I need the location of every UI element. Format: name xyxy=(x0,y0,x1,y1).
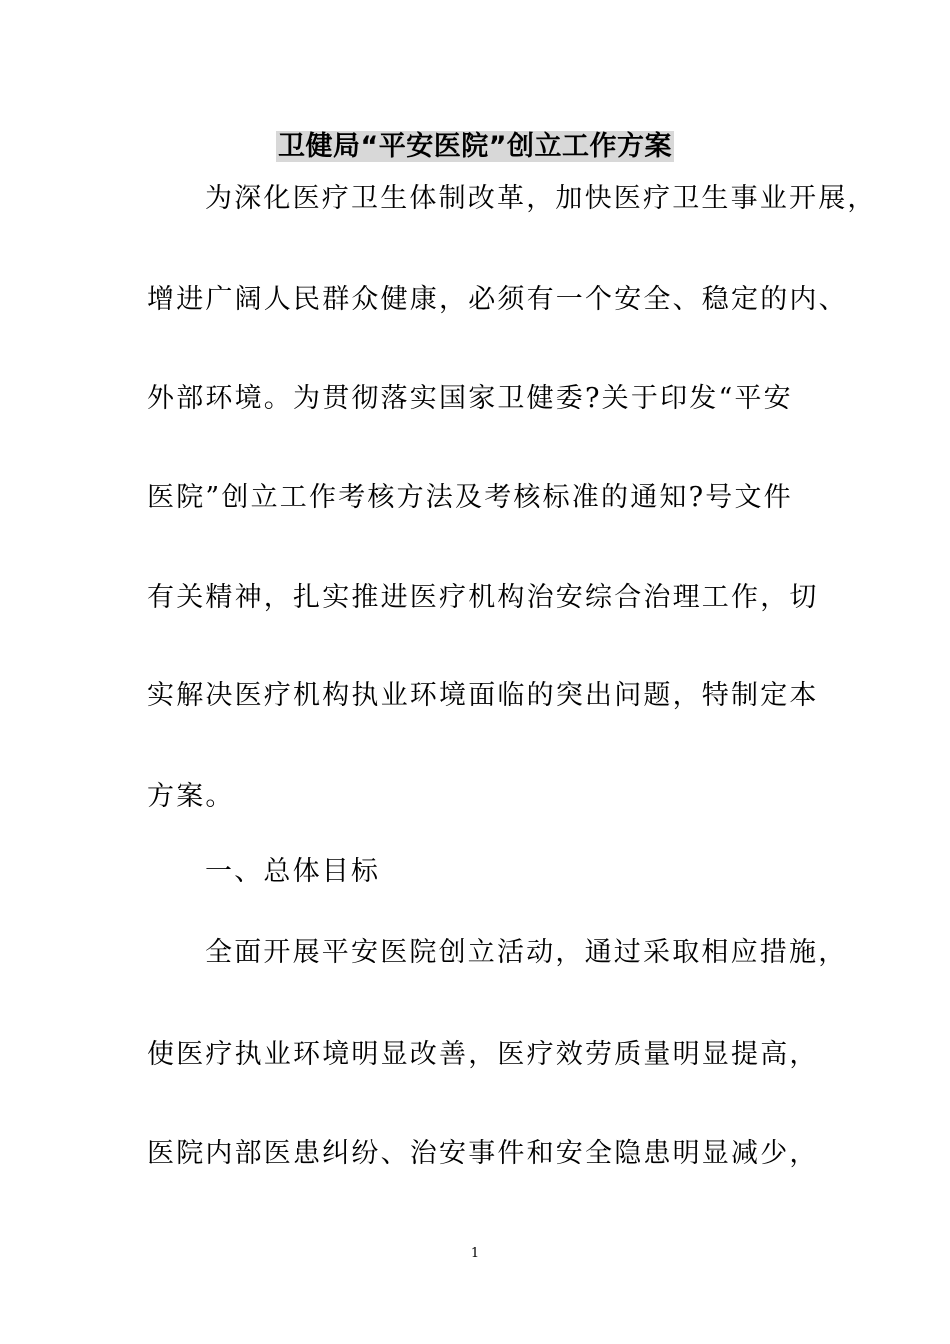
paragraph-line: 医院内部医患纠纷、治安事件和安全隐患明显减少， xyxy=(147,1138,819,1169)
section-heading: 一、总体目标 xyxy=(205,856,381,887)
paragraph-line: 医院”创立工作考核方法及考核标准的通知?号文件 xyxy=(147,482,793,513)
paragraph-line: 实解决医疗机构执业环境面临的突出问题，特制定本 xyxy=(147,680,819,711)
paragraph-line: 有关精神，扎实推进医疗机构治安综合治理工作，切 xyxy=(147,582,819,613)
paragraph-line: 方案。 xyxy=(147,781,235,812)
paragraph-line: 为深化医疗卫生体制改革，加快医疗卫生事业开展， xyxy=(205,183,877,214)
paragraph-line: 外部环境。为贯彻落实国家卫健委?关于印发“平安 xyxy=(147,383,793,414)
paragraph-line: 全面开展平安医院创立活动，通过采取相应措施， xyxy=(205,937,848,968)
paragraph-line: 增进广阔人民群众健康，必须有一个安全、稳定的内、 xyxy=(147,284,848,315)
paragraph-line: 使医疗执业环境明显改善，医疗效劳质量明显提高， xyxy=(147,1039,819,1070)
document-title-text: 卫健局“平安医院”创立工作方案 xyxy=(278,131,672,162)
page-number: 1 xyxy=(470,1246,480,1261)
document-title xyxy=(0,129,950,165)
